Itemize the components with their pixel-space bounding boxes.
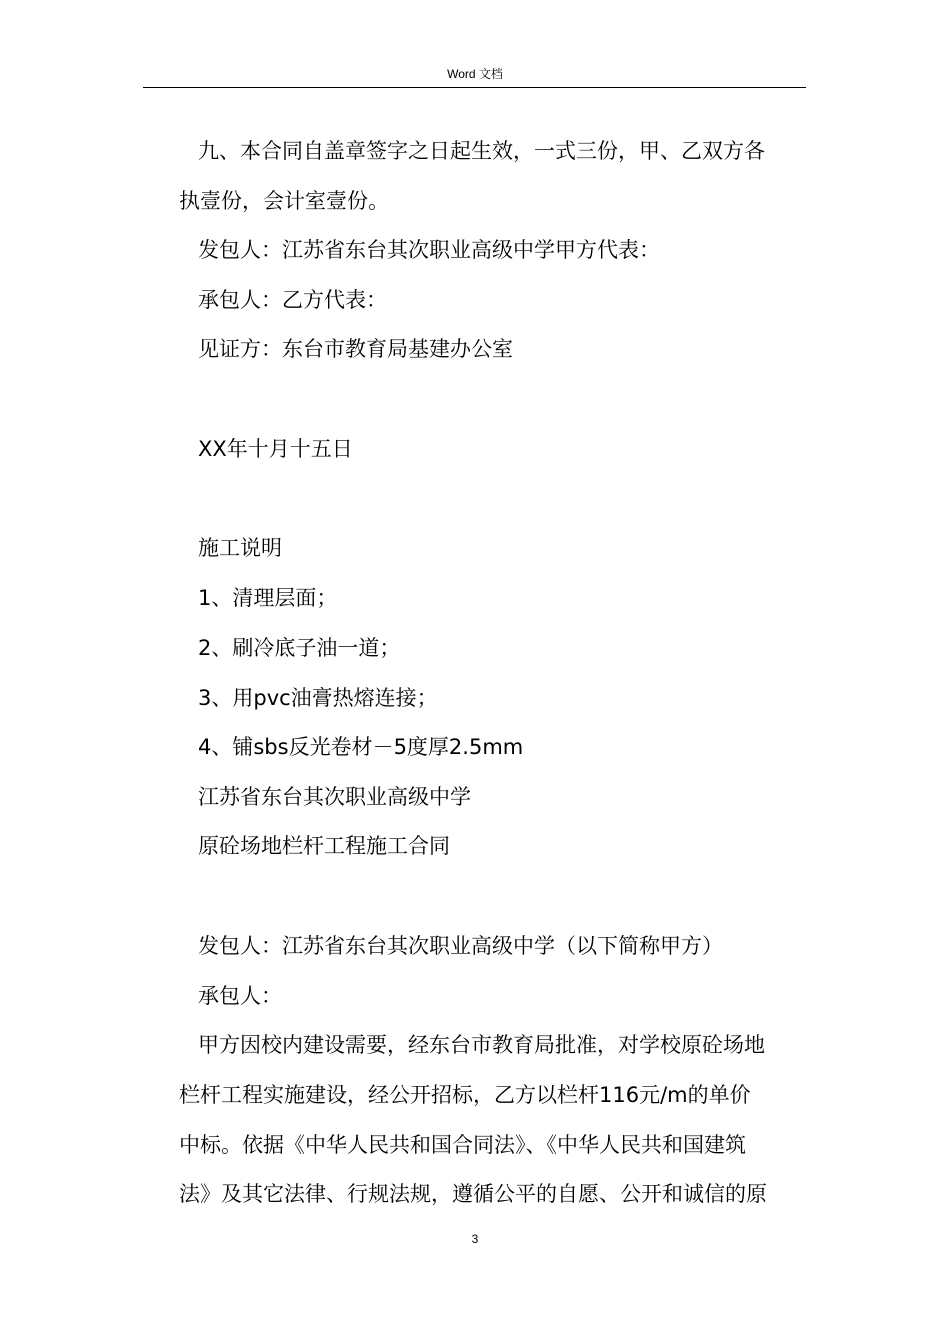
paragraph-line: 中标。依据《中华人民共和国合同法》、《中华人民共和国建筑	[179, 1133, 746, 1157]
header-divider	[143, 87, 806, 88]
list-item: 1、清理层面；	[198, 586, 338, 610]
paragraph-line: 执壹份，会计室壹份。	[179, 189, 389, 213]
list-item: 4、铺sbs反光卷材－5度厚2.5mm	[198, 735, 524, 759]
paragraph-line: 承包人：乙方代表：	[198, 288, 387, 312]
list-item: 3、用pvc油膏热熔连接；	[198, 686, 438, 710]
paragraph-line: 发包人：江苏省东台其次职业高级中学甲方代表：	[198, 238, 660, 262]
section-heading: 施工说明	[198, 536, 282, 560]
document-title-line: 原砼场地栏杆工程施工合同	[198, 834, 450, 858]
paragraph-line: 见证方：东台市教育局基建办公室	[198, 337, 513, 361]
paragraph-line: 九、本合同自盖章签字之日起生效，一式三份，甲、乙双方各	[198, 139, 765, 163]
date-line: XX年十月十五日	[198, 437, 353, 461]
page-header-title: Word 文档	[447, 67, 503, 81]
paragraph-line: 法》及其它法律、行规法规，遵循公平的自愿、公开和诚信的原	[179, 1182, 767, 1206]
document-title-line: 江苏省东台其次职业高级中学	[198, 785, 471, 809]
page-number: 3	[471, 1232, 479, 1246]
paragraph-line: 甲方因校内建设需要，经东台市教育局批准，对学校原砼场地	[198, 1033, 765, 1057]
paragraph-line: 栏杆工程实施建设，经公开招标，乙方以栏杆116元/m的单价	[179, 1083, 751, 1107]
list-item: 2、刷冷底子油一道；	[198, 636, 401, 660]
paragraph-line: 发包人：江苏省东台其次职业高级中学（以下简称甲方）	[198, 934, 723, 958]
paragraph-line: 承包人：	[198, 984, 282, 1008]
